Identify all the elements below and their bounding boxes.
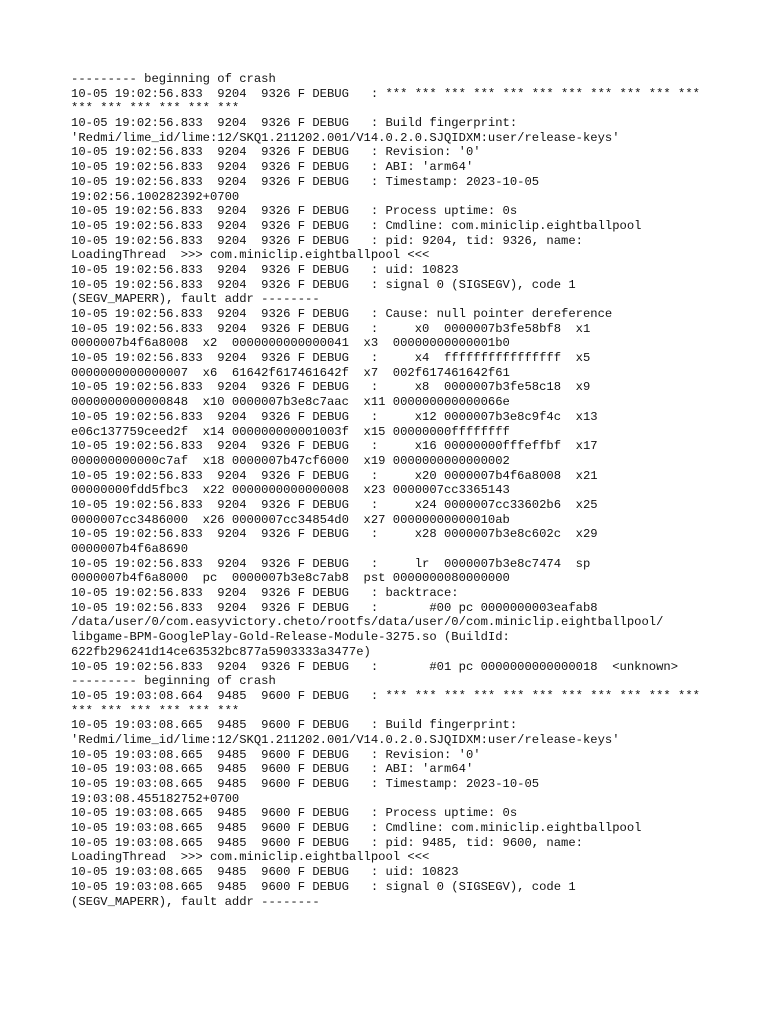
log-line: *** *** *** *** *** *** — [71, 703, 240, 718]
log-line: 'Redmi/lime_id/lime:12/SKQ1.211202.001/V14.0.2.0.SJQIDXM:user/release-keys' — [71, 732, 620, 747]
log-line: 10-05 19:03:08.665 9485 9600 F DEBUG : Revision: '0' — [71, 747, 481, 762]
log-line: 10-05 19:02:56.833 9204 9326 F DEBUG : Process uptime: 0s — [71, 204, 518, 219]
log-line: 0000007b4f6a8690 — [71, 542, 189, 556]
log-line: 10-05 19:02:56.833 9204 9326 F DEBUG : Timestamp: 2023-10-05 — [71, 174, 540, 189]
log-line: LoadingThread >>> com.miniclip.eightballpool <<< — [71, 850, 430, 865]
log-line: 10-05 19:02:56.833 9204 9326 F DEBUG : x8 0000007b3fe58c18 x9 — [71, 380, 591, 395]
log-line: 10-05 19:02:56.833 9204 9326 F DEBUG : backtrace: — [71, 586, 459, 601]
log-line: libgame-BPM-GooglePlay-Gold-Release-Module-3275.so (BuildId: — [71, 630, 510, 645]
log-line: 0000000000000848 x10 0000007b3e8c7aac x11 000000000000066e — [71, 395, 510, 410]
log-line: 10-05 19:02:56.833 9204 9326 F DEBUG : #01 pc 0000000000000018 <unknown> — [71, 659, 679, 674]
log-line: 10-05 19:02:56.833 9204 9326 F DEBUG : x24 0000007cc33602b6 x25 — [71, 497, 598, 512]
log-line: 00000000fdd5fbc3 x22 0000000000000008 x23 0000007cc3365143 — [71, 483, 510, 498]
log-line: 0000007b4f6a8008 x2 0000000000000041 x3 00000000000001b0 — [71, 336, 510, 351]
log-line: 10-05 19:02:56.833 9204 9326 F DEBUG : #00 pc 0000000003eafab8 — [71, 600, 598, 615]
log-line: 10-05 19:02:56.833 9204 9326 F DEBUG : Cause: null pointer dereference — [71, 307, 613, 321]
log-line: 19:03:08.455182752+0700 — [71, 791, 240, 806]
log-line: 622fb296241d14ce63532bc877a5903333a3477e) — [71, 644, 371, 659]
log-line: 10-05 19:02:56.833 9204 9326 F DEBUG : uid: 10823 — [71, 262, 459, 277]
log-line: 10-05 19:02:56.833 9204 9326 F DEBUG : lr 0000007b3e8c7474 sp — [71, 556, 591, 571]
log-line: /data/user/0/com.easyvictory.cheto/rootfs/data/user/0/com.miniclip.eightballpool/ — [71, 615, 664, 630]
log-line: 10-05 19:03:08.664 9485 9600 F DEBUG : *** *** *** *** *** *** *** *** *** *** *** — [71, 688, 700, 703]
log-line: 10-05 19:02:56.833 9204 9326 F DEBUG : Cmdline: com.miniclip.eightballpool — [71, 218, 642, 233]
log-line: 10-05 19:02:56.833 9204 9326 F DEBUG : ABI: 'arm64' — [71, 160, 474, 175]
log-line: (SEGV_MAPERR), fault addr -------- — [71, 292, 320, 307]
log-line: e06c137759ceed2f x14 000000000001003f x15 00000000ffffffff — [71, 424, 510, 439]
log-line: 10-05 19:03:08.665 9485 9600 F DEBUG : ABI: 'arm64' — [71, 762, 474, 777]
log-line: 0000007b4f6a8000 pc 0000007b3e8c7ab8 pst 0000000080000000 — [71, 571, 510, 586]
log-line: 19:02:56.100282392+0700 — [71, 189, 240, 204]
log-line: LoadingThread >>> com.miniclip.eightballpool <<< — [71, 248, 430, 263]
log-line: 10-05 19:03:08.665 9485 9600 F DEBUG : Timestamp: 2023-10-05 — [71, 777, 540, 791]
log-line: 0000000000000007 x6 61642f617461642f x7 002f617461642f61 — [71, 365, 510, 380]
crash-log-page — [71, 72, 761, 909]
log-line: 10-05 19:02:56.833 9204 9326 F DEBUG : x16 00000000fffeffbf x17 — [71, 439, 598, 454]
log-line: 10-05 19:02:56.833 9204 9326 F DEBUG : x4 ffffffffffffffff x5 — [71, 351, 591, 366]
log-line: --------- beginning of crash — [71, 674, 276, 689]
log-line: 10-05 19:03:08.665 9485 9600 F DEBUG : Build fingerprint: — [71, 718, 518, 733]
log-line: 0000007cc3486000 x26 0000007cc34854d0 x27 00000000000010ab — [71, 512, 510, 527]
log-line: 10-05 19:03:08.665 9485 9600 F DEBUG : signal 0 (SIGSEGV), code 1 — [71, 879, 576, 894]
log-line: --------- beginning of crash — [71, 72, 276, 86]
log-line: 10-05 19:03:08.665 9485 9600 F DEBUG : Cmdline: com.miniclip.eightballpool — [71, 821, 642, 836]
log-line: 10-05 19:02:56.833 9204 9326 F DEBUG : *** *** *** *** *** *** *** *** *** *** *** — [71, 86, 700, 101]
log-line: 10-05 19:03:08.665 9485 9600 F DEBUG : Process uptime: 0s — [71, 806, 518, 821]
log-line: *** *** *** *** *** *** — [71, 101, 240, 116]
log-line: 10-05 19:02:56.833 9204 9326 F DEBUG : signal 0 (SIGSEGV), code 1 — [71, 277, 576, 292]
log-line: 10-05 19:02:56.833 9204 9326 F DEBUG : x12 0000007b3e8c9f4c x13 — [71, 409, 598, 424]
log-line: 10-05 19:02:56.833 9204 9326 F DEBUG : x28 0000007b3e8c602c x29 — [71, 527, 598, 542]
log-line: 10-05 19:03:08.665 9485 9600 F DEBUG : uid: 10823 — [71, 865, 459, 880]
log-line: 10-05 19:02:56.833 9204 9326 F DEBUG : x20 0000007b4f6a8008 x21 — [71, 468, 598, 483]
log-line: 000000000000c7af x18 0000007b47cf6000 x19 0000000000000002 — [71, 453, 510, 468]
log-line: 10-05 19:02:56.833 9204 9326 F DEBUG : Revision: '0' — [71, 145, 481, 160]
log-line: 'Redmi/lime_id/lime:12/SKQ1.211202.001/V14.0.2.0.SJQIDXM:user/release-keys' — [71, 130, 620, 145]
log-line: 10-05 19:02:56.833 9204 9326 F DEBUG : pid: 9204, tid: 9326, name: — [71, 233, 583, 248]
log-line: 10-05 19:03:08.665 9485 9600 F DEBUG : pid: 9485, tid: 9600, name: — [71, 835, 583, 850]
log-line: (SEGV_MAPERR), fault addr -------- — [71, 894, 320, 909]
log-line: 10-05 19:02:56.833 9204 9326 F DEBUG : Build fingerprint: — [71, 116, 518, 131]
log-line: 10-05 19:02:56.833 9204 9326 F DEBUG : x0 0000007b3fe58bf8 x1 — [71, 321, 591, 336]
